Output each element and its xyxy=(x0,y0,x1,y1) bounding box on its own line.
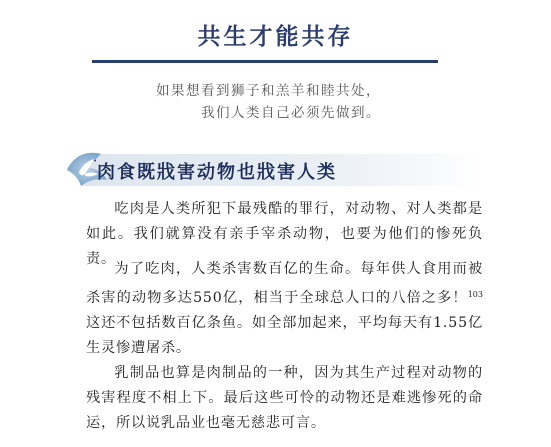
title-block xyxy=(0,18,551,68)
paragraph-3-text: 乳制品也算是肉制品的一种，因为其生产过程对动物的残害程度不相上下。最后这些可怜的动物还是难逃惨死的命运，所以说乳品业也毫无慈悲可言。 xyxy=(86,365,483,431)
paragraph-1-text: 吃肉是人类所犯下最残酷的罪行，对动物、对人类都是如此。我们就算没有亲手宰杀动物，也要为他们的惨死负责。 xyxy=(86,201,483,267)
epigraph-line-1: 如果想看到狮子和羔羊和睦共处， xyxy=(156,83,381,99)
epigraph xyxy=(61,80,381,124)
epigraph-line-2: 我们人类自己必须先做到。 xyxy=(201,105,381,121)
page-title: 共生才能共存 xyxy=(197,24,354,50)
section-title: 肉食既戕害动物也戕害人类 xyxy=(97,162,337,183)
paragraph-3 xyxy=(86,361,483,436)
footnote-ref: 103 xyxy=(467,290,483,299)
paragraph-2-text-a: 为了吃肉，人类杀害数百亿的生命。每年供人食用而被杀害的动物多达550亿，相当于全球总人口的八倍之多！ xyxy=(86,261,483,306)
section-header xyxy=(75,152,485,188)
title-underline xyxy=(92,60,438,63)
paragraph-2 xyxy=(86,257,483,361)
paragraph-2-text-b: 这还不包括数百亿条鱼。如全部加起来，平均每天有1.55亿生灵惨遭屠杀。 xyxy=(86,315,483,356)
